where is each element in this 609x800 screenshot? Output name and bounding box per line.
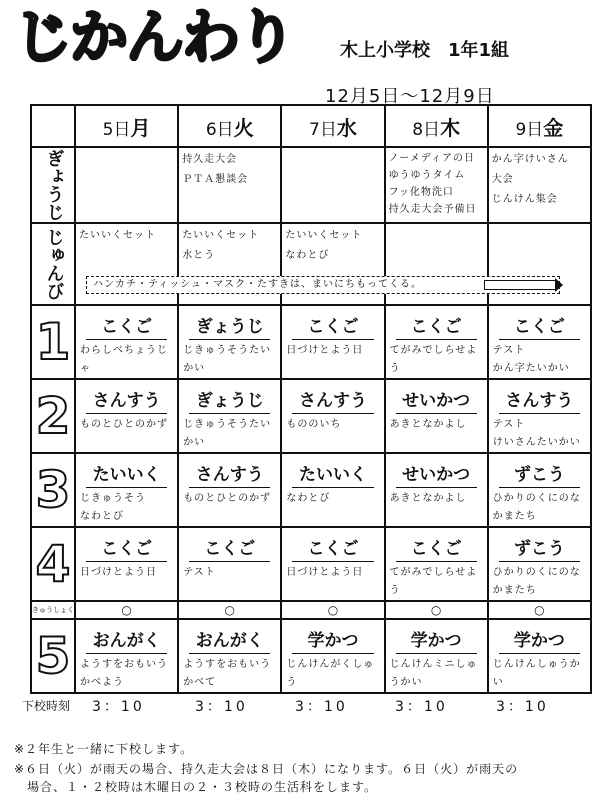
period-row-1 (31, 305, 591, 379)
dismissal-time: 3：10 (395, 699, 448, 715)
subject: こくご (86, 312, 167, 340)
dismissal-label: 下校時刻 (22, 699, 71, 713)
lesson-cell (281, 619, 384, 693)
subject: さんすう (86, 386, 167, 414)
lesson-note: もののいち (286, 419, 342, 430)
lesson-note: ものとひとのかず (183, 493, 272, 504)
lesson-cell (178, 305, 281, 379)
lunch-mark: ○ (178, 601, 281, 619)
lesson-note: ひかりのくにのなかまたち (492, 567, 581, 596)
subject: おんがく (189, 626, 270, 654)
timetable (30, 104, 592, 694)
dismissal-time: 3：10 (496, 699, 549, 715)
lunch-mark: ○ (385, 601, 488, 619)
lesson-cell (178, 379, 281, 453)
period-row-4 (31, 527, 591, 601)
dismissal-time: 3：10 (92, 699, 145, 715)
lesson-cell (385, 527, 488, 601)
period-number: 2 (31, 379, 75, 453)
subject: こくご (292, 534, 373, 562)
lesson-note: なわとび (286, 493, 331, 504)
school-class-label: 木上小学校 1年1組 (340, 40, 510, 61)
event-cell: 持久走大会 ＰＴＡ懇談会 (178, 147, 281, 223)
lesson-note: ようすをおもいうかべて (183, 659, 272, 688)
subject: せいかつ (396, 460, 477, 488)
lesson-cell (385, 619, 488, 693)
subject: 学かつ (499, 626, 580, 654)
period-row-2 (31, 379, 591, 453)
lunch-mark: ○ (281, 601, 384, 619)
dismissal-time: 3：10 (195, 699, 248, 715)
lesson-cell (75, 379, 178, 453)
lesson-note: あきとなかよし (389, 493, 467, 504)
lesson-note: 日づけとよう日 (286, 567, 364, 578)
lesson-note: テスト けいさんたいかい (492, 419, 581, 448)
event-cell: かん字けいさん 大会 じんけん集会 (488, 147, 591, 223)
prep-label: じゅんび (31, 223, 75, 305)
lesson-note: ものとひとのかず (80, 419, 168, 430)
lesson-note: じんけんミニしゅうかい (389, 659, 478, 688)
lesson-note: ようすをおもいうかべよう (80, 659, 168, 688)
subject: 学かつ (292, 626, 373, 654)
event-cell (281, 147, 384, 223)
daily-reminder (86, 276, 560, 294)
day-header: 9日金 (488, 105, 591, 147)
subject: せいかつ (396, 386, 477, 414)
lesson-note: てがみでしらせよう (389, 345, 478, 374)
date-range: 12月5日〜12月9日 (325, 86, 495, 107)
period-number: 5 (31, 619, 75, 693)
events-label: ぎょうじ (31, 147, 75, 223)
lesson-cell (281, 527, 384, 601)
lesson-note: あきとなかよし (389, 419, 467, 430)
lesson-note: テスト (183, 567, 216, 578)
lesson-cell (281, 379, 384, 453)
subject: さんすう (292, 386, 373, 414)
subject: こくご (396, 534, 477, 562)
page-title: じかんわり (14, 3, 295, 71)
subject: ぎょうじ (189, 312, 270, 340)
lunch-row (31, 601, 591, 619)
lunch-mark: ○ (488, 601, 591, 619)
lesson-cell (488, 305, 591, 379)
event-cell: ノーメディアの日 ゆうゆうタイム フッ化物洗口 持久走大会予備日 (385, 147, 488, 223)
subject: ずこう (499, 460, 580, 488)
subject: たいいく (86, 460, 167, 488)
day-header: 5日月 (75, 105, 178, 147)
subject: おんがく (86, 626, 167, 654)
footnote: 場合、１・２校時は木曜日の２・３校時の生活科をします。 (14, 780, 378, 794)
lesson-note: ひかりのくにのなかまたち (492, 493, 581, 522)
lesson-note: てがみでしらせよう (389, 567, 478, 596)
lesson-cell (75, 453, 178, 527)
footnote: ※６日（火）が雨天の場合、持久走大会は８日（木）になります。６日（火）が雨天の (14, 762, 519, 776)
prep-cell: たいいくセット 水とう (178, 223, 281, 305)
lesson-cell (385, 379, 488, 453)
lesson-note: じんけんがくしゅう (286, 659, 375, 688)
lesson-cell (75, 619, 178, 693)
lesson-note: 日づけとよう日 (286, 345, 364, 356)
subject: 学かつ (396, 626, 477, 654)
prep-cell: たいいくセット (75, 223, 178, 305)
lesson-cell (178, 453, 281, 527)
arrow-right-icon (484, 280, 555, 290)
subject: さんすう (499, 386, 580, 414)
prep-cell: たいいくセット なわとび (281, 223, 384, 305)
period-row-5 (31, 619, 591, 693)
lesson-note: テスト かん字たいかい (492, 345, 570, 374)
lesson-cell (488, 453, 591, 527)
period-number: 4 (31, 527, 75, 601)
lesson-note: 日づけとよう日 (80, 567, 157, 578)
day-header: 7日水 (281, 105, 384, 147)
lesson-cell (488, 379, 591, 453)
period-number: 3 (31, 453, 75, 527)
lesson-note: じきゅうそうたいかい (183, 345, 272, 374)
subject: こくご (396, 312, 477, 340)
day-header: 6日火 (178, 105, 281, 147)
subject: こくご (292, 312, 373, 340)
lesson-cell (75, 527, 178, 601)
period-row-3 (31, 453, 591, 527)
corner-cell (31, 105, 75, 147)
subject: こくご (189, 534, 270, 562)
subject: こくご (86, 534, 167, 562)
lesson-cell (488, 619, 591, 693)
lesson-cell (75, 305, 178, 379)
lesson-note: わらしべちょうじゃ (80, 345, 168, 374)
lunch-label: きゅうしょく (31, 601, 75, 619)
day-header: 8日木 (385, 105, 488, 147)
lesson-cell (281, 453, 384, 527)
lesson-cell (178, 527, 281, 601)
subject: ぎょうじ (189, 386, 270, 414)
dismissal-time: 3：10 (295, 699, 348, 715)
lesson-note: じきゅうそう なわとび (80, 493, 146, 522)
subject: こくご (499, 312, 580, 340)
lunch-mark: ○ (75, 601, 178, 619)
lesson-note: じきゅうそうたいかい (183, 419, 272, 448)
reminder-text: ハンカチ・ティッシュ・マスク・たすきは、まいにちもってくる。 (93, 279, 422, 290)
lesson-cell (281, 305, 384, 379)
lesson-cell (385, 305, 488, 379)
events-row (31, 147, 591, 223)
lesson-cell (178, 619, 281, 693)
subject: さんすう (189, 460, 270, 488)
subject: ずこう (499, 534, 580, 562)
subject: たいいく (292, 460, 373, 488)
footnote: ※２年生と一緒に下校します。 (14, 742, 194, 756)
lesson-cell (488, 527, 591, 601)
day-header-row (31, 105, 591, 147)
period-number: 1 (31, 305, 75, 379)
lesson-cell (385, 453, 488, 527)
event-cell (75, 147, 178, 223)
lesson-note: じんけんしゅうかい (492, 659, 581, 688)
